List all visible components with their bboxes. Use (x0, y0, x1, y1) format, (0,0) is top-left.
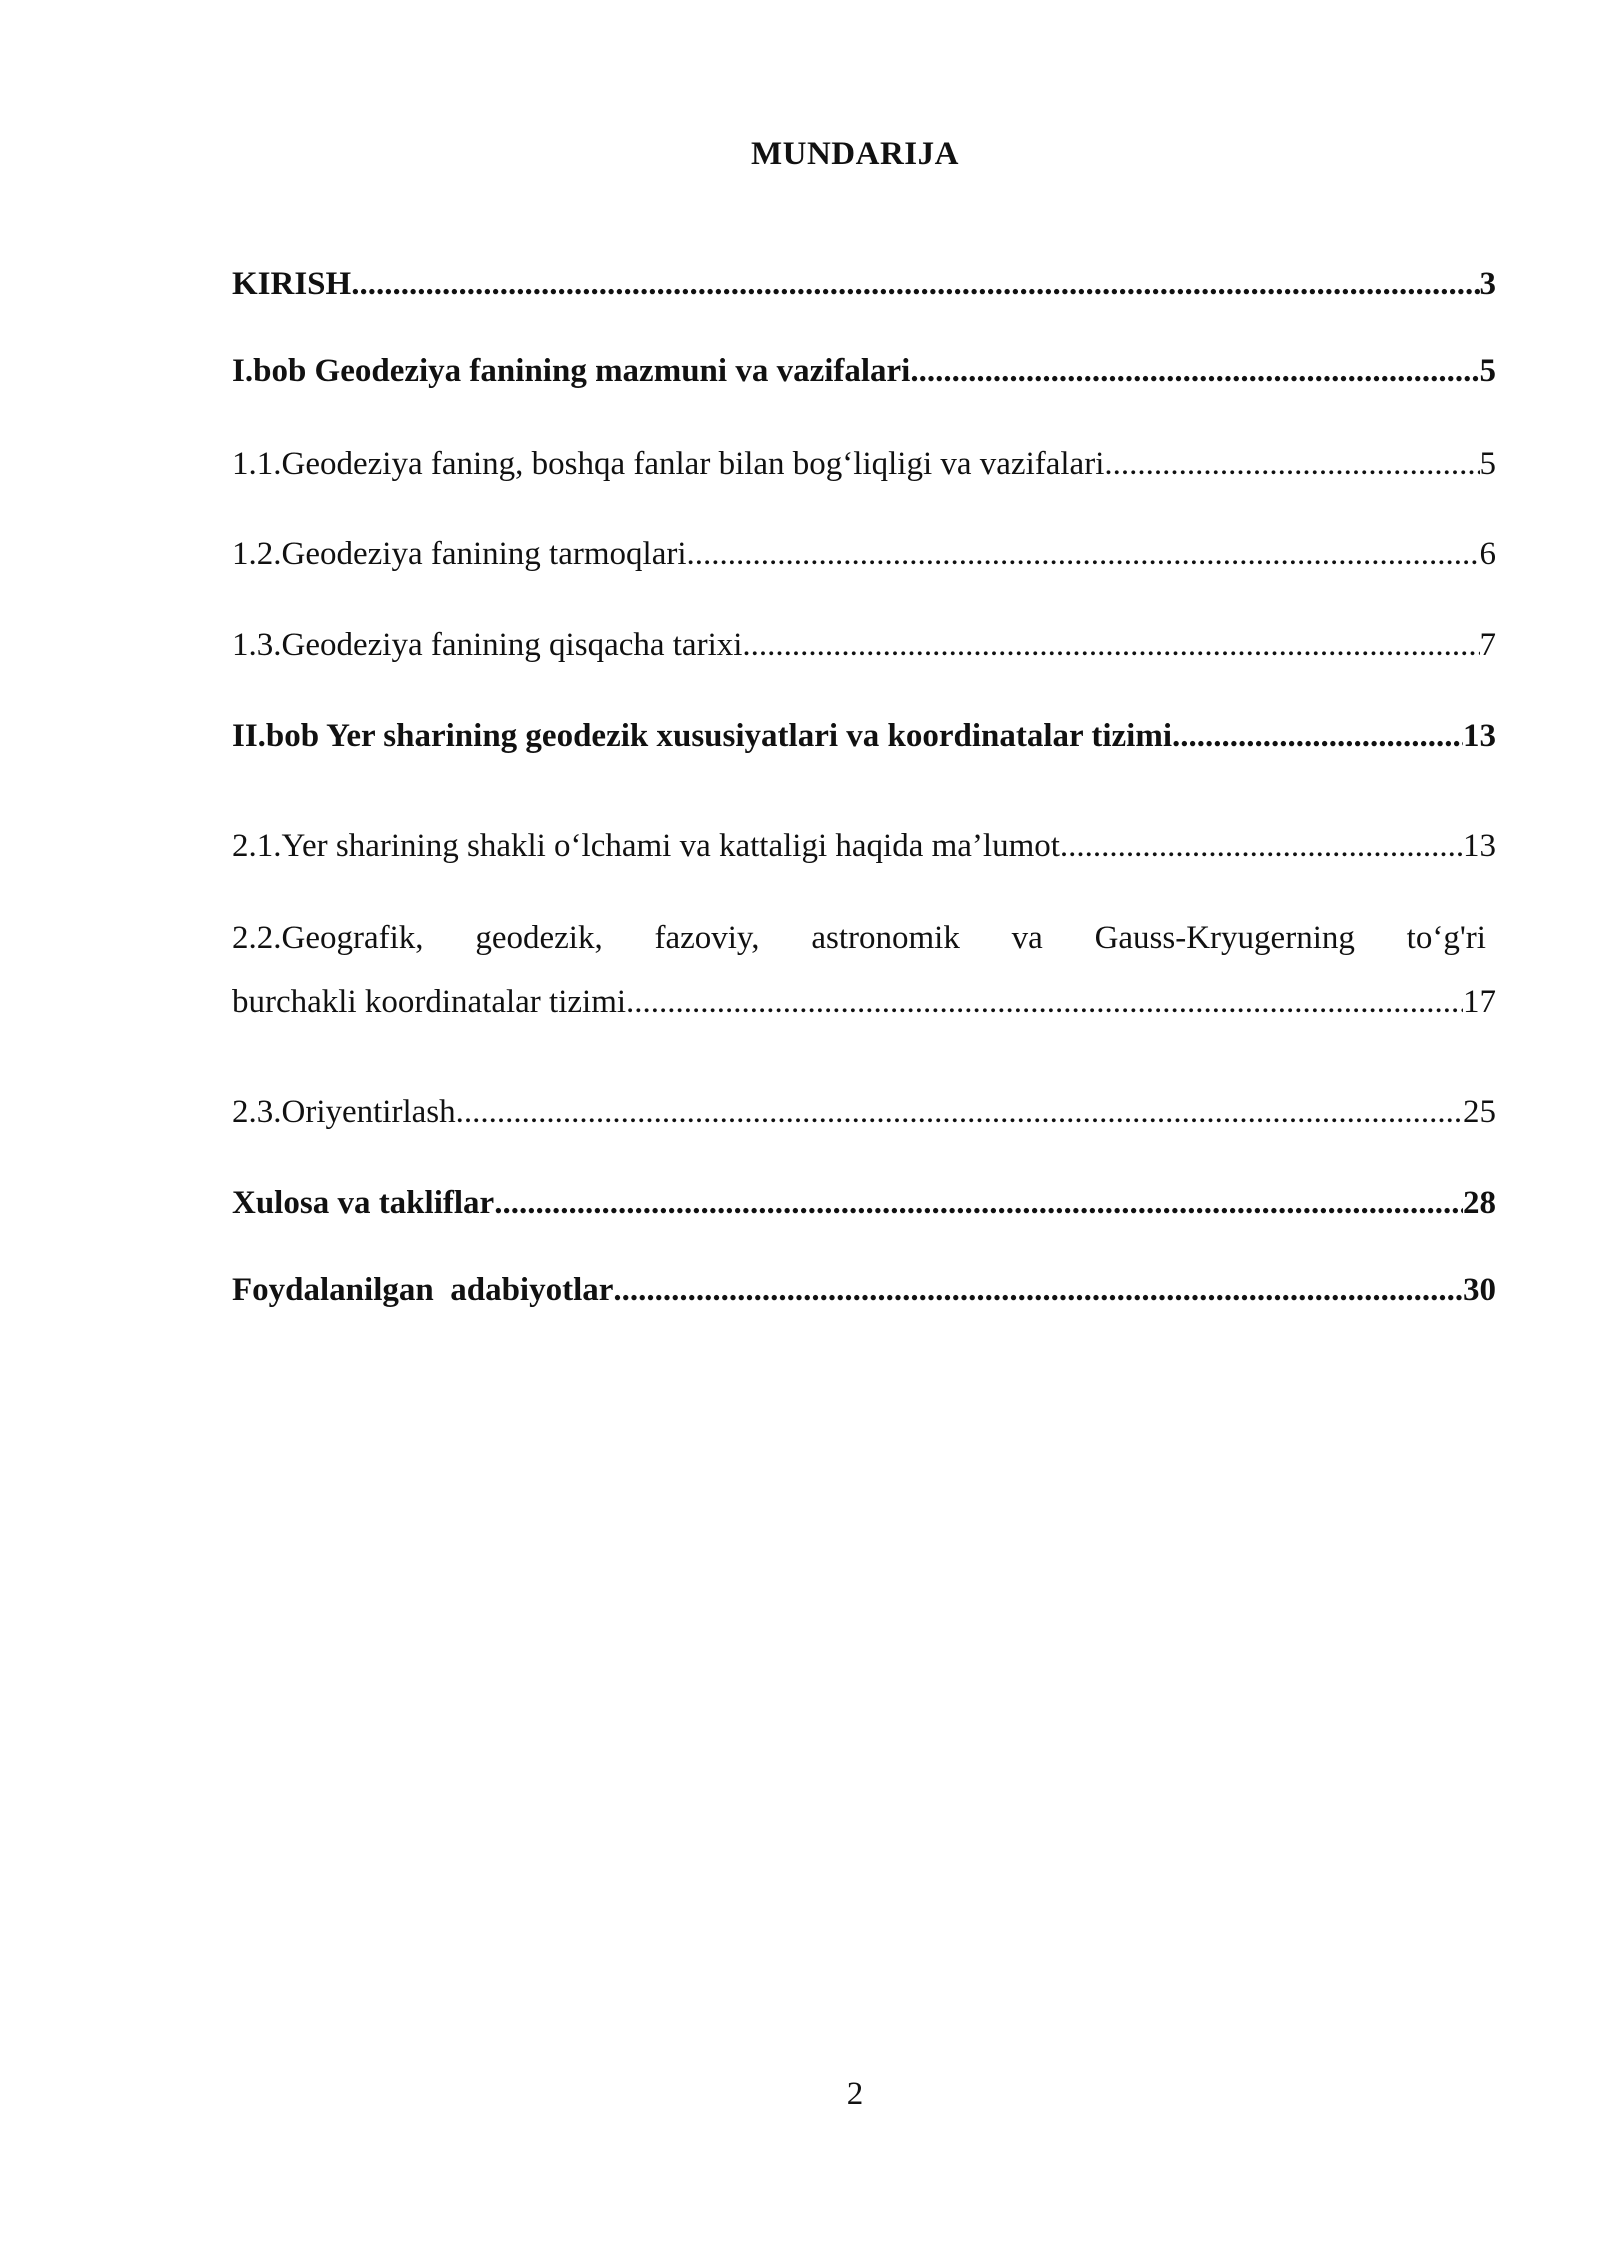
toc-leader-dots (613, 1270, 1463, 1310)
toc-entry-chapter-2[interactable] (232, 716, 1496, 756)
toc-entry-section-2-1[interactable] (232, 826, 1496, 866)
toc-entry-section-1-2[interactable] (232, 534, 1496, 574)
toc-leader-dots (1172, 716, 1463, 756)
toc-entry-section-1-3[interactable] (232, 625, 1496, 665)
toc-word: 2.2.Geografik, (232, 920, 424, 956)
toc-entry-section-2-2-first-line[interactable] (232, 918, 1496, 958)
toc-entry-kirish[interactable] (232, 264, 1496, 304)
toc-entry-page: 5 (1479, 353, 1496, 389)
toc-entry-page: 5 (1479, 446, 1496, 482)
toc-leader-dots (351, 264, 1479, 304)
toc-word: geodezik, (475, 920, 603, 956)
toc-leader-dots (687, 534, 1480, 574)
toc-entry-page: 7 (1479, 627, 1496, 663)
toc-entry-page: 30 (1463, 1272, 1496, 1308)
toc-leader-dots (456, 1092, 1463, 1132)
toc-entry-page: 6 (1479, 536, 1496, 572)
toc-leader-dots (626, 982, 1463, 1022)
toc-entry-text: KIRISH (232, 266, 352, 302)
toc-entry-text: I.bob Geodeziya fanining mazmuni va vazifalari (232, 353, 911, 389)
toc-entry-text: 2.3.Oriyentirlash (232, 1094, 456, 1130)
toc-entry-text: 1.3.Geodeziya fanining qisqacha tarixi (232, 627, 743, 663)
toc-word: to‘g'ri (1406, 920, 1486, 956)
toc-entry-text: II.bob Yer sharining geodezik xususiyatlari va koordinatalar tizimi (232, 718, 1172, 754)
toc-leader-dots (494, 1183, 1463, 1223)
toc-entry-text: Foydalanilgan adabiyotlar (232, 1272, 614, 1308)
toc-entry-page: 13 (1463, 718, 1496, 754)
toc-entry-section-2-2[interactable] (232, 982, 1496, 1022)
toc-leader-dots (742, 625, 1479, 665)
toc-entry-chapter-1[interactable] (232, 351, 1496, 391)
toc-entry-section-1-1[interactable] (232, 444, 1496, 484)
page-number: 2 (846, 2076, 864, 2112)
toc-entry-text: 2.1.Yer sharining shakli o‘lchami va kattaligi haqida ma’lumot (232, 828, 1060, 864)
toc-entry-references[interactable] (232, 1270, 1496, 1310)
toc-entry-section-2-3[interactable] (232, 1092, 1496, 1132)
toc-leader-dots (1060, 826, 1463, 866)
toc-entry-page: 17 (1463, 984, 1496, 1020)
toc-entry-conclusion[interactable] (232, 1183, 1496, 1223)
toc-leader-dots (1104, 444, 1479, 484)
toc-word: fazoviy, (654, 920, 760, 956)
toc-entry-text: burchakli koordinatalar tizimi (232, 984, 627, 1020)
toc-entry-page: 13 (1463, 828, 1496, 864)
toc-entry-text: 1.1.Geodeziya faning, boshqa fanlar bilan bog‘liqligi va vazifalari (232, 446, 1105, 482)
toc-entry-page: 25 (1463, 1094, 1496, 1130)
toc-entry-page: 28 (1463, 1185, 1496, 1221)
toc-leader-dots (910, 351, 1479, 391)
toc-entry-text: Xulosa va takliflar (232, 1185, 495, 1221)
toc-entry-text: 1.2.Geodeziya fanining tarmoqlari (232, 536, 687, 572)
toc-word: Gauss-Kryugerning (1094, 920, 1355, 956)
page-title: MUNDARIJA (751, 136, 959, 172)
toc-entry-page: 3 (1479, 266, 1496, 302)
toc-word: va (1011, 920, 1043, 956)
toc-word: astronomik (811, 920, 960, 956)
